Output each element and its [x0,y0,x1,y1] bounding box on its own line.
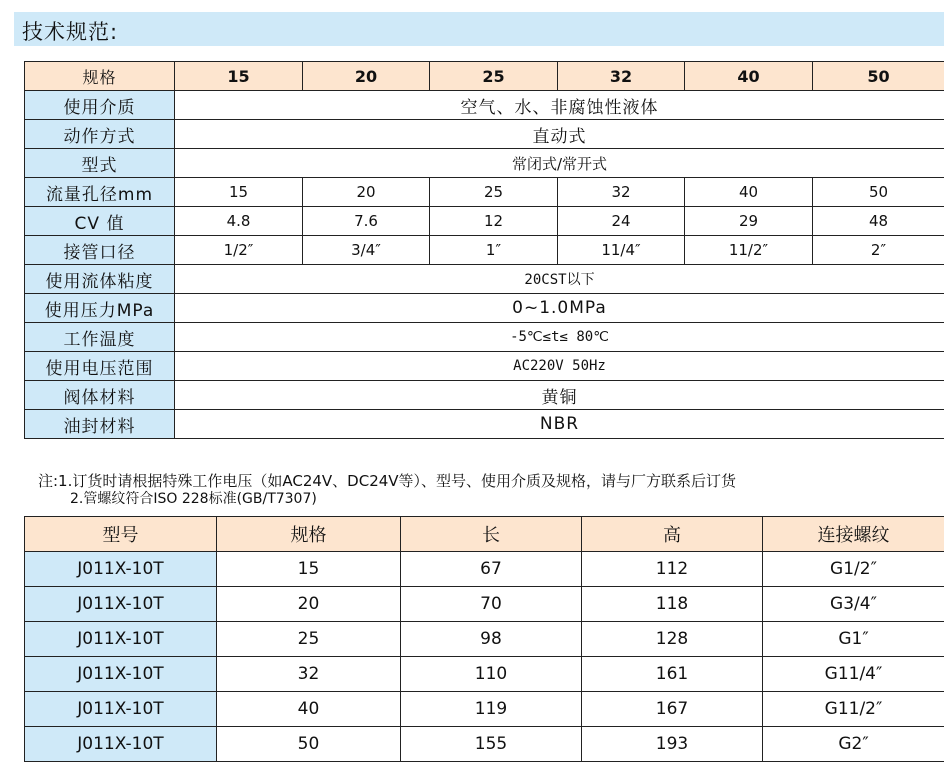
pipe-cell [558,236,685,265]
spec-row-label: 工作温度 [25,323,175,352]
height-cell: 193 [582,727,763,762]
thread-cell [763,692,944,727]
spec-row-body-material [25,381,944,410]
pipe-size-fraction: 1/2″ [738,241,769,259]
spec-row-label: 阀体材料 [25,381,175,410]
size-cell: 50 [217,727,401,762]
spec-row-label: 使用流体粘度 [25,265,175,294]
height-cell: 118 [582,587,763,622]
height-cell: 128 [582,622,763,657]
pipe-cell [430,236,558,265]
thread-value: 1/4″ [848,664,883,684]
cv-cell: 4.8 [175,207,303,236]
spec-row-label: 使用介质 [25,91,175,120]
flow-cell: 25 [430,178,558,207]
length-cell: 67 [401,552,582,587]
pipe-cell [175,236,303,265]
thread-value: G2″ [838,734,869,754]
spec-row-value: NBR [175,410,944,439]
spec-row-value: 20CST以下 [175,265,944,294]
spec-row-label: 使用电压范围 [25,352,175,381]
pipe-size: 1/2″ [223,241,254,259]
model-cell: J011X-10T [25,587,217,622]
spec-size-header: 15 [175,62,303,91]
size-cell: 20 [217,587,401,622]
spec-size-header: 50 [813,62,944,91]
cv-cell: 48 [813,207,944,236]
table-row [25,657,944,692]
spec-row-label: 使用压力MPa [25,294,175,323]
length-cell: 155 [401,727,582,762]
pipe-size-fraction: 1/4″ [610,241,641,259]
thread-value: G1″ [838,629,869,649]
size-cell: 15 [217,552,401,587]
thread-whole: G1 [824,699,849,719]
spec-row-flow [25,178,944,207]
cv-cell: 24 [558,207,685,236]
dimensions-table [24,516,944,762]
spec-size-header: 25 [430,62,558,91]
model-cell: J011X-10T [25,692,217,727]
thread-cell [763,657,944,692]
table-row [25,552,944,587]
spec-size-header: 32 [558,62,685,91]
spec-row-value: 常闭式/常开式 [175,149,944,178]
spec-row-medium [25,91,944,120]
flow-cell: 20 [303,178,430,207]
height-cell: 112 [582,552,763,587]
length-cell: 98 [401,622,582,657]
spec-table [24,61,944,439]
spec-row-seal-material [25,410,944,439]
spec-row-label: 动作方式 [25,120,175,149]
spec-row-pressure [25,294,944,323]
spec-row-label: 流量孔径mm [25,178,175,207]
height-cell: 161 [582,657,763,692]
spec-row-type [25,149,944,178]
flow-cell: 32 [558,178,685,207]
dims-header-cell: 高 [582,517,763,552]
dims-header-cell: 规格 [217,517,401,552]
table-row [25,727,944,762]
spec-row-value: AC220V 50Hz [175,352,944,381]
model-cell: J011X-10T [25,622,217,657]
flow-cell: 50 [813,178,944,207]
dims-header-cell: 长 [401,517,582,552]
note-line-2: 2.管螺纹符合ISO 228标准(GB/T7307) [70,491,317,507]
cv-cell: 12 [430,207,558,236]
model-cell: J011X-10T [25,552,217,587]
pipe-size: 3/4″ [351,241,381,259]
thread-value: G3/4″ [830,594,877,614]
thread-cell [763,587,944,622]
thread-cell [763,622,944,657]
cv-cell: 29 [685,207,813,236]
pipe-cell [813,236,944,265]
size-cell: 40 [217,692,401,727]
spec-row-label: 接管口径 [25,236,175,265]
flow-cell: 40 [685,178,813,207]
table-row [25,622,944,657]
height-cell: 167 [582,692,763,727]
spec-row-action [25,120,944,149]
length-cell: 110 [401,657,582,692]
length-cell: 70 [401,587,582,622]
spec-row-value: -5℃≤t≤ 80℃ [175,323,944,352]
spec-row-temperature [25,323,944,352]
table-row [25,587,944,622]
thread-value: 1/2″ [848,699,883,719]
pipe-size-whole: 1 [601,241,611,259]
title-bar [14,12,944,46]
thread-value: G1/2″ [830,559,877,579]
model-cell: J011X-10T [25,657,217,692]
spec-size-header: 40 [685,62,813,91]
spec-row-value: 0~1.0MPa [175,294,944,323]
model-cell: J011X-10T [25,727,217,762]
thread-whole: G1 [824,664,849,684]
dims-header-cell: 型号 [25,517,217,552]
page-title: 技术规范: [22,20,119,44]
note-line-1: 注:1.订货时请根据特殊工作电压（如AC24V、DC24V等）、型号、使用介质及规格，请与厂方联系后订货 [38,472,737,490]
spec-row-label: 油封材料 [25,410,175,439]
spec-header-row [25,62,944,91]
thread-cell [763,727,944,762]
pipe-size: 1″ [485,241,502,259]
spec-row-value: 空气、水、非腐蚀性液体 [175,91,944,120]
spec-row-cv [25,207,944,236]
cv-cell: 7.6 [303,207,430,236]
pipe-size-whole: 1 [728,241,739,259]
pipe-cell [685,236,813,265]
spec-row-viscosity [25,265,944,294]
spec-row-label: CV 值 [25,207,175,236]
pipe-cell [303,236,430,265]
spec-header-label: 规格 [25,62,175,91]
thread-cell [763,552,944,587]
dims-header-cell: 连接螺纹 [763,517,944,552]
spec-row-value: 直动式 [175,120,944,149]
spec-row-pipe [25,236,944,265]
dims-header-row [25,517,944,552]
spec-row-value: 黄铜 [175,381,944,410]
spec-row-voltage [25,352,944,381]
size-cell: 25 [217,622,401,657]
size-cell: 32 [217,657,401,692]
length-cell: 119 [401,692,582,727]
pipe-size: 2″ [870,241,887,259]
spec-size-header: 20 [303,62,430,91]
flow-cell: 15 [175,178,303,207]
table-row [25,692,944,727]
spec-row-label: 型式 [25,149,175,178]
notes [38,472,736,508]
